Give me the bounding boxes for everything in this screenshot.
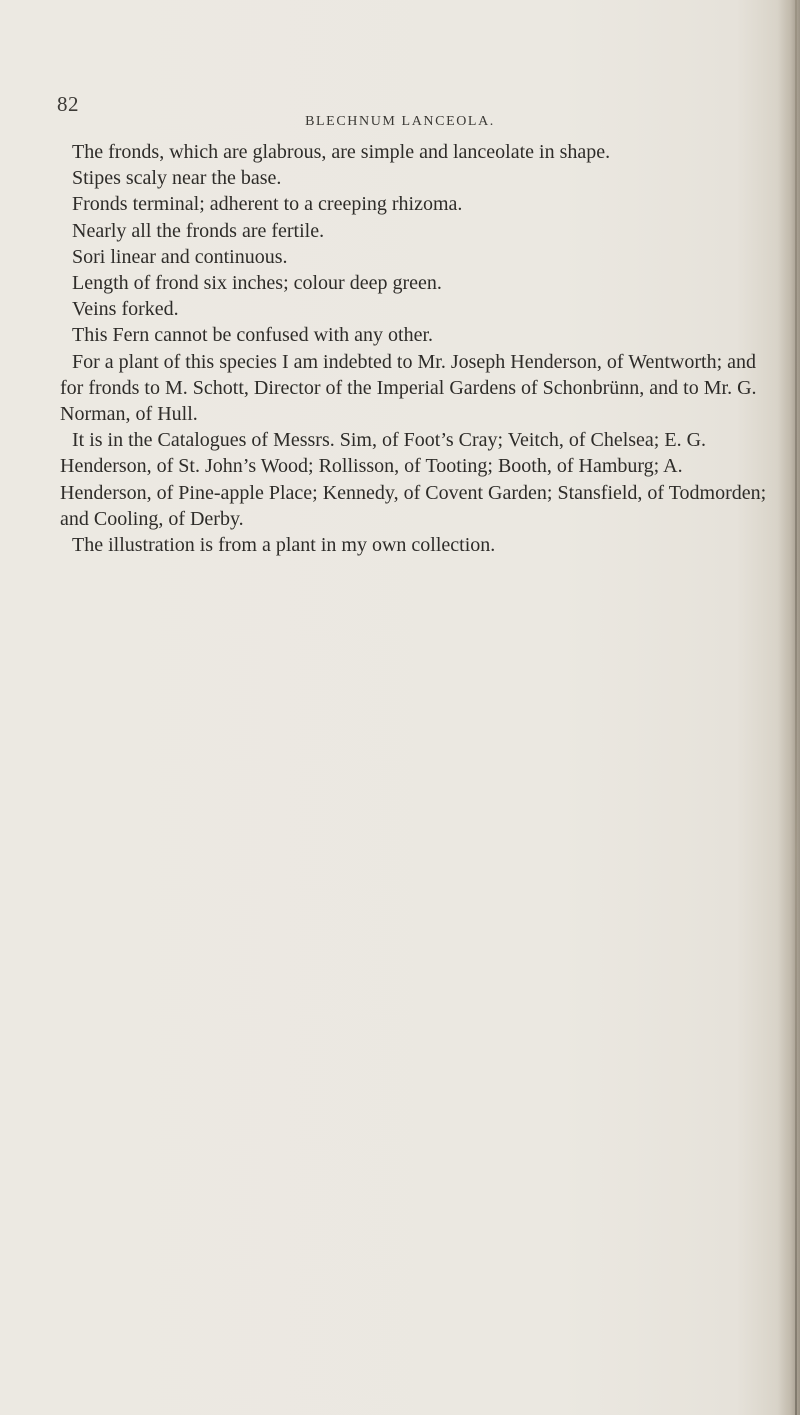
paragraph-frond-shape: The fronds, which are glabrous, are simple and lanceolate in shape. — [72, 141, 611, 163]
paragraph-sori: Sori linear and continuous. — [72, 245, 288, 268]
paragraph-frond-length: Length of frond six inches; colour deep green. — [72, 272, 442, 295]
page-number: 82 — [57, 92, 79, 116]
paragraph-illustration-source: The illustration is from a plant in my own collection. — [72, 534, 496, 557]
paragraph-veins: Veins forked. — [72, 298, 179, 321]
paragraph-catalogues: It is in the Catalogues of Messrs. Sim, of Foot’s Cray; Veitch, of Chelsea; E. G. Henderson, of St. John’s Wood; Rollisson, of Tooting; Booth, of Hamburg; A. Henderson, of Pine-apple Place; Kennedy, of Covent Garden; Stansfield, of Todmorden; and Cooling, of Derby. — [60, 429, 767, 530]
paragraph-fronds-terminal: Fronds terminal; adherent to a creeping rhizoma. — [72, 193, 463, 216]
paragraph-stipes: Stipes scaly near the base. — [72, 167, 282, 190]
body-text — [60, 139, 768, 558]
paragraph-fertile-fronds: Nearly all the fronds are fertile. — [72, 219, 325, 242]
paragraph-acknowledgements: For a plant of this species I am indebted to Mr. Joseph Henderson, of Wentworth; and for fronds to M. Schott, Director of the Imperial Gardens of Schonbrünn, and to Mr. G. Norman, of Hull. — [60, 350, 757, 426]
page-edge-line — [795, 0, 797, 1415]
paragraph-confusion: This Fern cannot be confused with any other. — [72, 324, 434, 347]
running-head: BLECHNUM LANCEOLA. — [305, 114, 495, 129]
